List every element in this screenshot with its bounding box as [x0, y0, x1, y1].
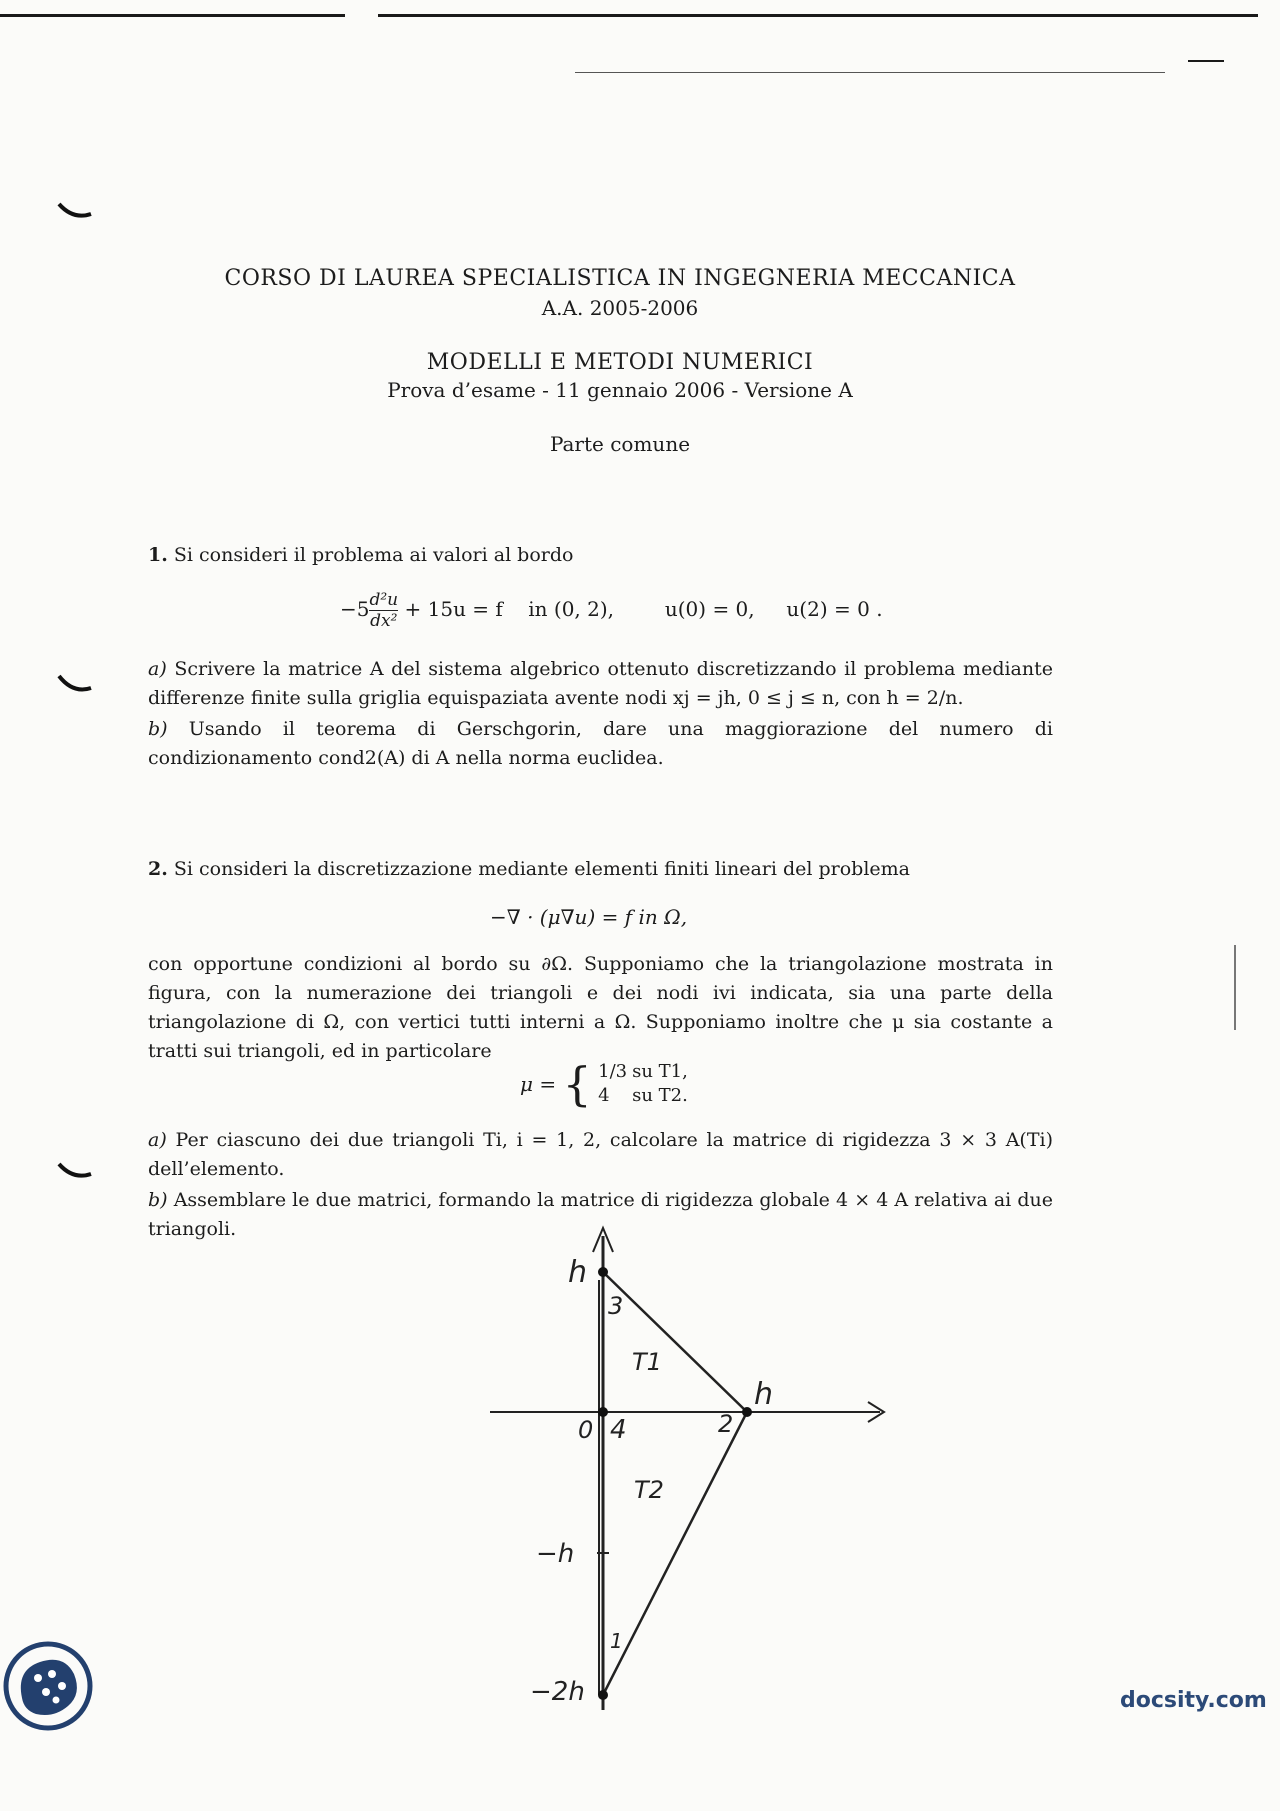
- problem1-a-text: Scrivere la matrice A del sistema algebrico ottenuto discretizzando il problema mediante differenze finite sulla griglia equispaziata avente nodi xj = jh, 0 ≤ j ≤ n, con h = 2/n.: [148, 658, 1054, 709]
- label-h-right: h: [754, 1377, 774, 1412]
- problem1-part-a: [148, 655, 1053, 713]
- eq1-fraction: [369, 590, 398, 631]
- academic-year: A.A. 2005-2006: [541, 296, 699, 320]
- problem2-a-label: a): [148, 1129, 167, 1151]
- logo-dot-3: [58, 1682, 66, 1690]
- logo-dot-2: [48, 1670, 56, 1678]
- label-origin: 0: [578, 1416, 594, 1444]
- mu-case2-val: 4: [598, 1085, 610, 1106]
- mu-case1-val: 1/3: [598, 1061, 628, 1082]
- margin-line-right: [1234, 945, 1236, 1030]
- problem1-intro: [148, 541, 1053, 570]
- problem2-intro: [148, 855, 1053, 884]
- mu-brace: {: [562, 1057, 592, 1111]
- subject-title: MODELLI E METODI NUMERICI: [426, 350, 814, 375]
- mu-definition: [520, 1057, 688, 1111]
- node2-dot: [742, 1407, 752, 1417]
- problem1-equation: [340, 590, 883, 631]
- label-node1: 1: [610, 1629, 623, 1653]
- problem2-intro-text: Si consideri la discretizzazione mediante elementi finiti lineari del problema: [173, 858, 911, 880]
- scan-line-top-4: [1188, 60, 1224, 62]
- scan-line-top-2: [378, 14, 1258, 17]
- mu-case1-cond: su T1,: [632, 1061, 688, 1082]
- eq1-den: dx²: [370, 611, 398, 631]
- problem1-a-label: a): [148, 658, 167, 680]
- problem2-b-label: b): [148, 1189, 168, 1211]
- logo-dot-5: [53, 1697, 60, 1704]
- label-minus-h: −h: [536, 1539, 575, 1569]
- mu-cases: [598, 1060, 688, 1108]
- course-title: CORSO DI LAUREA SPECIALISTICA IN INGEGNERIA MECCANICA: [224, 266, 1016, 291]
- node1-dot: [598, 1690, 608, 1700]
- problem2-part-a: [148, 1126, 1053, 1184]
- mu-case2-cond: su T2.: [632, 1085, 688, 1106]
- label-T1: T1: [632, 1348, 662, 1376]
- mu-case1: [598, 1060, 688, 1084]
- scan-line-top-1: [0, 14, 345, 17]
- problem1-intro-text: Si consideri il problema ai valori al bordo: [173, 544, 574, 566]
- problem1-b-text: Usando il teorema di Gerschgorin, dare una maggiorazione del numero di condizionamento cond2(A) di A nella norma euclidea.: [148, 718, 1054, 769]
- docsity-logo: [2, 1640, 94, 1732]
- scan-line-top-3: [575, 72, 1165, 73]
- problem2-equation: −∇ · (μ∇u) = f in Ω,: [490, 905, 688, 929]
- punch-mark-3: [55, 1160, 95, 1184]
- problem1-part-b: [148, 715, 1053, 773]
- eq1-rest: + 15u = f in (0, 2), u(0) = 0, u(2) = 0 .: [404, 597, 883, 621]
- problem2-body: con opportune condizioni al bordo su ∂Ω. Supponiamo che la triangolazione mostrata in figura, con la numerazione dei triangoli e dei nodi ivi indicata, sia una parte della triangolazione di Ω, con vertici tutti interni a Ω. Supponiamo inoltre che μ sia costante a tratti sui triangoli, ed in particolare: [148, 953, 1053, 1062]
- problem2-number: 2.: [148, 858, 168, 880]
- eq1-num: d²u: [369, 590, 399, 610]
- logo-blob: [21, 1660, 77, 1715]
- part-title: Parte comune: [549, 432, 691, 456]
- problem2-a-text: Per ciascuno dei due triangoli Ti, i = 1, 2, calcolare la matrice di rigidezza 3 × 3 A(Ti) dell’elemento.: [148, 1129, 1054, 1180]
- mu-lhs: μ =: [520, 1072, 557, 1096]
- punch-mark-2: [55, 670, 95, 698]
- problem2-b-text: Assemblare le due matrici, formando la matrice di rigidezza globale 4 × 4 A relativa ai due triangoli.: [148, 1189, 1053, 1240]
- eq1-coef: −5: [340, 597, 370, 621]
- triangulation-figure: [470, 1220, 910, 1710]
- node3-dot: [598, 1267, 608, 1277]
- label-minus-2h: −2h: [530, 1677, 585, 1707]
- node4-dot: [598, 1407, 608, 1417]
- mu-case2: [598, 1084, 688, 1108]
- logo-dot-4: [42, 1688, 50, 1696]
- edge-2-1: [603, 1412, 747, 1695]
- label-T2: T2: [634, 1476, 664, 1504]
- logo-dot-1: [34, 1674, 42, 1682]
- problem1-number: 1.: [148, 544, 168, 566]
- edge-3-2: [603, 1272, 747, 1412]
- label-node4: 4: [610, 1415, 627, 1445]
- label-node2: 2: [718, 1410, 734, 1438]
- label-node3: 3: [608, 1292, 624, 1320]
- punch-mark-1: [55, 200, 95, 224]
- docsity-watermark[interactable]: docsity.com: [1120, 1688, 1267, 1713]
- label-h-top: h: [568, 1255, 588, 1290]
- exam-info: Prova d’esame - 11 gennaio 2006 - Versione A: [387, 378, 853, 402]
- problem1-b-label: b): [148, 718, 168, 740]
